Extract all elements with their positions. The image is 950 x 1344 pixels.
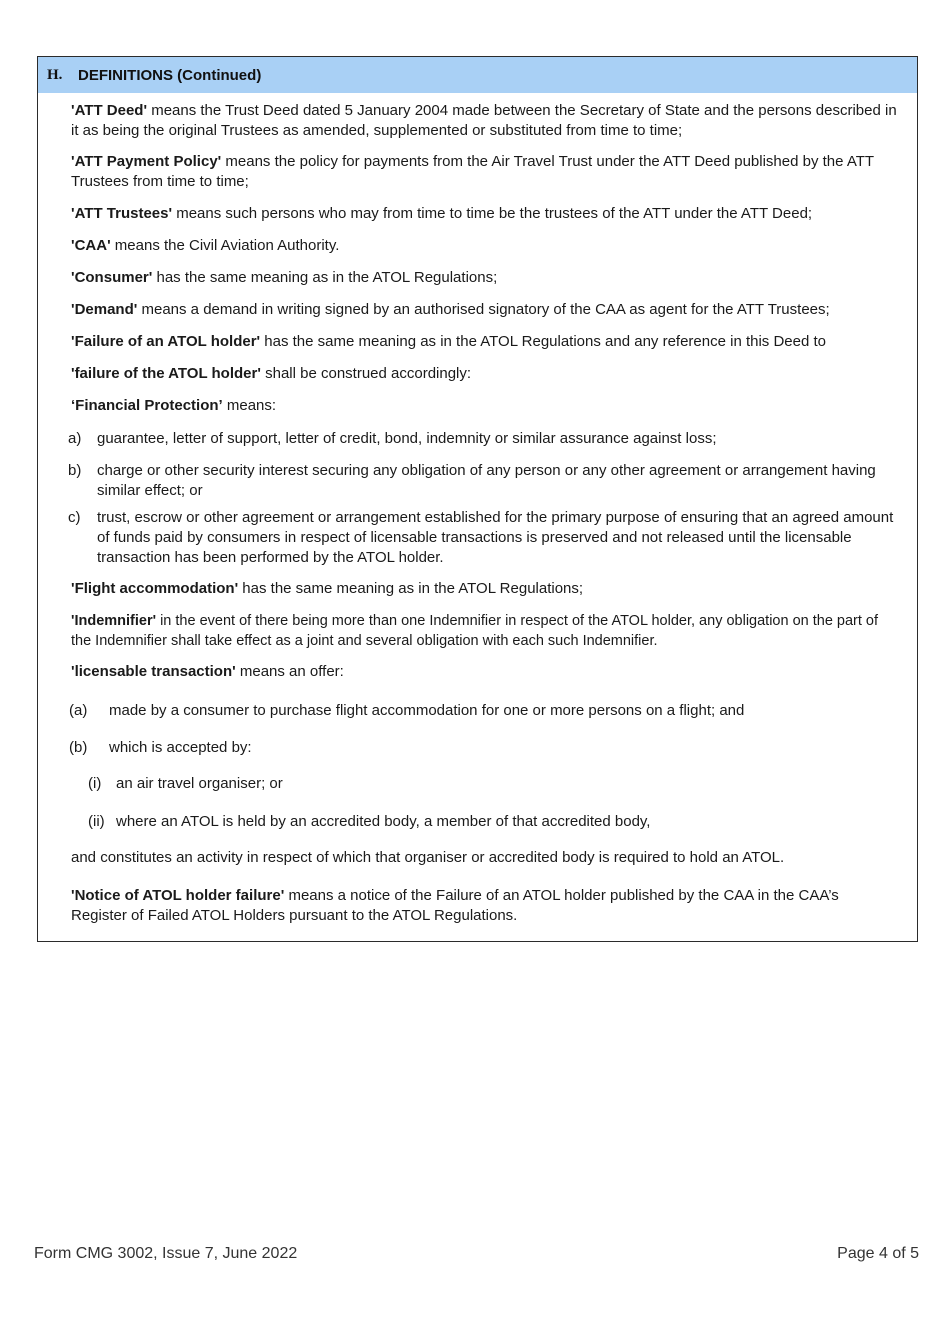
closing-text: and constitutes an activity in respect of which that organiser or accredited body is required to hold an ATOL. — [71, 849, 785, 866]
definition-att-deed: 'ATT Deed' means the Trust Deed dated 5 January 2004 made between the Secretary of State and the persons described in it as being the original Trustees as amended, supplemented or substituted from time to time; — [71, 102, 897, 139]
section-header — [38, 57, 917, 93]
definition-financial-protection: ‘Financial Protection’ means: — [71, 397, 277, 414]
definition-caa: 'CAA' means the Civil Aviation Authority. — [71, 237, 340, 254]
definition-indemnifier: 'Indemnifier' in the event of there being more than one Indemnifier in respect of the ATOL holder, any obligation on the part of the Indemnifier shall take effect as a joint and several obligation with each such Indemnifier. — [71, 613, 879, 649]
definition-att-trustees: 'ATT Trustees' means such persons who may from time to time be the trustees of the ATT under the ATT Deed; — [71, 205, 813, 222]
footer-form-reference: Form CMG 3002, Issue 7, June 2022 — [34, 1245, 298, 1262]
footer-page-number: Page 4 of 5 — [837, 1245, 919, 1262]
definition-flight-accommodation: 'Flight accommodation' has the same meaning as in the ATOL Regulations; — [71, 580, 584, 597]
section-title: DEFINITIONS (Continued) — [78, 66, 262, 84]
definition-consumer: 'Consumer' has the same meaning as in the ATOL Regulations; — [71, 269, 498, 286]
section-number: H. — [47, 66, 63, 83]
definition-demand: 'Demand' means a demand in writing signed by an authorised signatory of the CAA as agent for the ATT Trustees; — [71, 301, 830, 318]
definition-licensable-transaction: 'licensable transaction' means an offer: — [71, 663, 344, 680]
definition-att-payment-policy: 'ATT Payment Policy' means the policy for payments from the Air Travel Trust under the ATT Deed published by the ATT Trustees from time to time; — [71, 153, 874, 190]
definition-notice-of-atol-holder-failure: 'Notice of ATOL holder failure' means a notice of the Failure of an ATOL holder published by the CAA in the CAA’s Register of Failed ATOL Holders pursuant to the ATOL Regulations. — [71, 887, 839, 924]
definitions-box: H. DEFINITIONS (Continued) 'ATT Deed' means the Trust Deed dated 5 January 2004 made between the Secretary of State and the persons described in it as being the original Trustees as amended, supplemented or substituted from time to time; 'ATT Payment Policy' means the policy for payments from the Air Travel Trust under the ATT Deed published by the ATT Trustees from time to time; 'ATT Trustees' means such persons who may from time to time be the trustees of the ATT under the ATT Deed; 'CAA' means the Civil Aviation Authority. 'Consumer' has the same meaning as in the ATOL Regulations; 'Demand' means a demand in writing signed by an authorised signatory of the CAA as agent for the ATT Trustees; 'Failure of an ATOL holder' has the same meaning as in the ATOL Regulations and any reference in this Deed to 'failure of the ATOL holder' shall be construed accordingly: ‘Financial Protection’ means: a) guarantee, letter of support, letter of credit, bond, indemnity or similar assurance against loss; b) charge or other security interest securing any obligation of any person or any other agreement or arrangement having similar effect; or c) trust, escrow or other agreement or arrangement established for the primary purpose of ensuring that an agreed amount of funds paid by consumers in respect of licensable transactions is preserved and not released until the licensable transaction has been performed by the ATOL holder. 'Flight accommodation' has the same meaning as in the ATOL Regulations; 'Indemnifier' in the event of there being more than one Indemnifier in respect of the ATOL holder, any obligation on the part of the Indemnifier shall take effect as a joint and several obligation with each such Indemnifier. 'licensable transaction' means an offer: (a) made by a consumer to purchase flight accommodation for one or more persons on a flight; and (b) which is accepted by: (i) an air travel organiser; or (ii) where an ATOL is held by an accredited body, a member of that accredited body, and constitutes an activity in respect of which that organiser or accredited body is required to hold an ATOL. 'Notice of ATOL holder failure' means a notice of the Failure of an ATOL holder published by the CAA in the CAA’s Register of Failed ATOL Holders pursuant to the ATOL Regulations. — [37, 56, 918, 942]
definition-failure-construed: 'failure of the ATOL holder' shall be construed accordingly: — [71, 365, 472, 382]
definition-failure-of-atol-holder: 'Failure of an ATOL holder' has the same meaning as in the ATOL Regulations and any reference in this Deed to — [71, 333, 827, 350]
